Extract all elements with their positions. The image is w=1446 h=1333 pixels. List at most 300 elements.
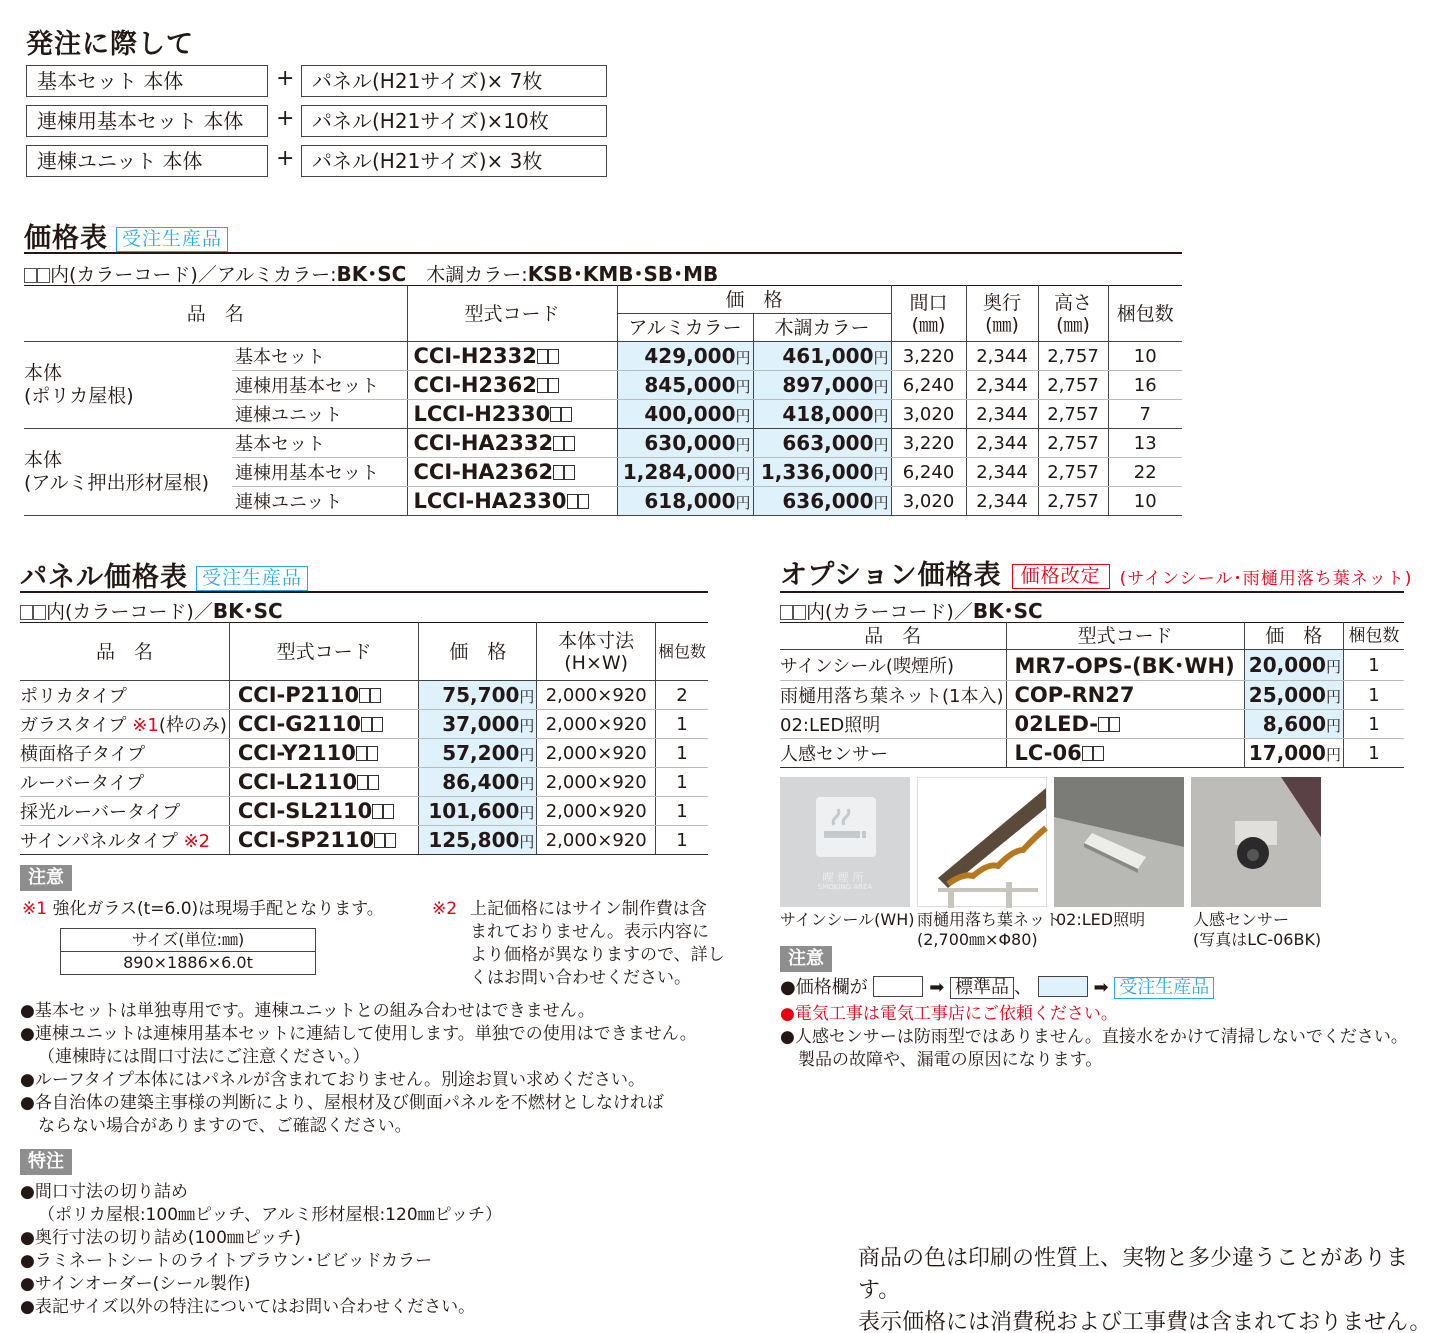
price-item-code: [407, 400, 617, 429]
price-d: 2,344: [966, 429, 1038, 458]
panel-table: [20, 622, 708, 855]
order-title: 発注に際して: [26, 29, 194, 60]
plus-icon: +: [276, 66, 295, 91]
panel-item-code: [229, 797, 418, 826]
price-wood: [753, 429, 891, 458]
panel-size: 2,000×920: [537, 826, 656, 855]
price-value: 75,700: [442, 683, 520, 707]
option-title: [780, 553, 1412, 592]
panel-price: [419, 739, 537, 768]
yen: 円: [1325, 717, 1341, 735]
alu-value: 618,000: [644, 489, 736, 513]
yen: 円: [735, 349, 751, 367]
order-panel-box: パネル(H21サイズ)× 3枚: [301, 145, 607, 177]
price-w: 6,240: [891, 458, 966, 487]
group-name2: (アルミ押出形材屋根): [24, 472, 210, 494]
yen: 円: [735, 494, 751, 512]
panel-size: 2,000×920: [537, 768, 656, 797]
panel-item-name: [20, 826, 229, 855]
price-d: 2,344: [966, 458, 1038, 487]
price-colorcode: [24, 258, 718, 287]
colorcode-alu: BK･SC: [336, 262, 407, 286]
wood-value: 663,000: [782, 431, 874, 455]
legend-comma: 、: [1014, 977, 1033, 998]
opt-note-b1: ●人感センサーは防雨型ではありません。直接水をかけて清掃しないでください。: [780, 1027, 1408, 1047]
n1-mark: ※1: [22, 899, 48, 919]
h-unit: (㎜): [911, 313, 946, 336]
order-body-box: 連棟用基本セット 本体: [26, 105, 268, 137]
price-p: 10: [1108, 487, 1182, 516]
yen: 円: [1325, 688, 1341, 706]
cap-sensor-1: 人感センサー: [1193, 910, 1290, 929]
panel-pack: 1: [655, 768, 708, 797]
price-wood: [753, 371, 891, 400]
opt-price: [1244, 681, 1343, 710]
price-h-name: 品 名: [24, 286, 407, 342]
group-name2: (ポリカ屋根): [24, 385, 134, 407]
cap-led: 02:LED照明: [1056, 910, 1146, 929]
price-h: 2,757: [1038, 487, 1108, 516]
special-item: ●表記サイズ以外の特注についてはお問い合わせください。: [20, 1297, 476, 1317]
h-unit: (㎜): [1056, 313, 1090, 336]
price-col-legend: [780, 975, 1214, 1001]
panel-price: [419, 681, 537, 710]
h-size2: (H×W): [564, 651, 629, 674]
price-group: [24, 429, 232, 516]
panel-pack: 1: [655, 739, 708, 768]
price-item-name: 連棟用基本セット: [232, 371, 407, 400]
price-value: 20,000: [1248, 653, 1326, 677]
code-text: MR7-OPS-(BK･WH): [1014, 654, 1235, 678]
price-alu: [617, 342, 753, 371]
colorcode-wood-label: 木調カラー:: [426, 264, 528, 286]
n2-line: まれておりません。表示内容に: [470, 922, 710, 942]
opt-item-code: [1006, 710, 1244, 739]
note2: [432, 898, 725, 988]
panel-title-text: パネル価格表: [20, 562, 188, 593]
yen: 円: [1325, 746, 1341, 764]
cap-gutter-1: 雨樋用落ち葉ネット: [917, 910, 1062, 929]
special-item: （ポリカ屋根:100㎜ピッチ、アルミ形材屋根:120㎜ピッチ）: [38, 1205, 502, 1225]
price-d: 2,344: [966, 342, 1038, 371]
panel-note-mark: ※1: [132, 715, 159, 736]
price-value: 8,600: [1262, 712, 1326, 736]
panel-size: 2,000×920: [537, 797, 656, 826]
alu-value: 845,000: [644, 373, 736, 397]
panel-item-name: [20, 681, 229, 710]
colorcode-wood: KSB･KMB･SB･MB: [527, 262, 719, 286]
table-row: [20, 739, 708, 768]
alu-value: 1,284,000: [622, 460, 736, 484]
opt-item-name: 02:LED照明: [780, 710, 1006, 739]
code-text: CCI-SP2110: [237, 828, 375, 852]
price-alu: [617, 429, 753, 458]
footer: [858, 1243, 1446, 1333]
panel-size: 2,000×920: [537, 681, 656, 710]
yen: 円: [735, 378, 751, 396]
panel-pack: 1: [655, 710, 708, 739]
panel-price: [419, 768, 537, 797]
panel-size: 2,000×920: [537, 739, 656, 768]
option-title-text: オプション価格表: [780, 560, 1002, 591]
price-p: 13: [1108, 429, 1182, 458]
price-p: 16: [1108, 371, 1182, 400]
price-d: 2,344: [966, 487, 1038, 516]
notes-head-label: 注意: [20, 865, 72, 891]
price-p: 7: [1108, 400, 1182, 429]
h-width: 間口: [909, 291, 948, 314]
cap-gutter: [917, 910, 1061, 950]
yen: 円: [519, 775, 535, 793]
opt-item-name: 雨樋用落ち葉ネット(1本入): [780, 681, 1006, 710]
arrow-icon: ➡: [929, 977, 945, 998]
notes-bullet: ●基本セットは単独専用です。連棟ユニットとの組み合わせはできません。: [20, 1001, 595, 1021]
price-item-name: 連棟用基本セット: [232, 458, 407, 487]
code-text: CCI-H2362: [413, 373, 537, 397]
panel-size: 2,000×920: [537, 710, 656, 739]
cap-sensor: [1193, 910, 1321, 950]
panel-cc-prefix: 内(カラーコード)／: [46, 601, 213, 623]
price-alu: [617, 487, 753, 516]
panel-h-pack: 梱包数: [655, 623, 708, 681]
opt-note-b2: 製品の故障や、漏電の原因になります。: [798, 1050, 1103, 1070]
wood-value: 897,000: [782, 373, 874, 397]
price-item-name: 連棟ユニット: [232, 400, 407, 429]
code-text: CCI-G2110: [237, 712, 361, 736]
wood-value: 1,336,000: [760, 460, 874, 484]
alu-value: 630,000: [644, 431, 736, 455]
order-made-tag: 受注生産品: [116, 227, 228, 252]
special-item: ●ラミネートシートのライトブラウン･ビビッドカラー: [20, 1251, 433, 1271]
option-colorcode: [780, 595, 1043, 624]
panel-pack: 2: [655, 681, 708, 710]
yen: 円: [873, 465, 889, 483]
size-val: 890×1886×6.0t: [123, 953, 253, 972]
panel-tag: 受注生産品: [196, 566, 308, 591]
panel-name-text: 横面格子タイプ: [20, 744, 146, 765]
panel-pack: 1: [655, 826, 708, 855]
price-h-height: [1038, 286, 1108, 342]
notes-bullet: ならない場合がありますので、ご確認ください。: [38, 1116, 412, 1136]
notes-bullet: ●連棟ユニットは連棟用基本セットに連結して使用します。単独での使用はできません。: [20, 1024, 697, 1044]
arrow-icon: ➡: [1093, 977, 1109, 998]
panel-h-size: [537, 623, 656, 681]
panel-colorcode: [20, 595, 283, 624]
panel-title: [20, 555, 308, 594]
opt-pack: 1: [1344, 650, 1405, 681]
opt-note-red: ●電気工事は電気工事店にご依頼ください。: [780, 1004, 1118, 1024]
panel-name-text: ガラスタイプ: [20, 715, 127, 736]
yen: 円: [873, 436, 889, 454]
price-revised-note: (サインシール･雨樋用落ち葉ネット): [1119, 569, 1413, 589]
price-value: 57,200: [442, 741, 520, 765]
opt-notes-head-label: 注意: [780, 946, 832, 972]
opt-item-code: [1006, 681, 1244, 710]
price-revised-tag: 価格改定: [1012, 564, 1110, 589]
panel-item-name: [20, 768, 229, 797]
order-body-box: 連棟ユニット 本体: [26, 145, 268, 177]
price-item-name: 基本セット: [232, 429, 407, 458]
price-item-code: [407, 429, 617, 458]
code-text: LCCI-HA2330: [413, 489, 567, 513]
price-h-width: [891, 286, 966, 342]
cap-sensor-2: (写真はLC-06BK): [1193, 930, 1322, 949]
plus-icon: +: [276, 106, 295, 131]
note1: [22, 898, 384, 921]
opt-item-code: [1006, 739, 1244, 768]
panel-note2: (枠のみ): [158, 715, 227, 736]
yen: 円: [519, 688, 535, 706]
yen: 円: [519, 746, 535, 764]
yen: 円: [735, 407, 751, 425]
price-item-code: [407, 487, 617, 516]
price-title: [24, 216, 228, 255]
table-row: [24, 342, 1182, 371]
price-wood: [753, 342, 891, 371]
plus-icon: +: [276, 146, 295, 171]
panel-price: [419, 826, 537, 855]
special-item: ●サインオーダー(シール製作): [20, 1274, 251, 1294]
opt-h-pack: 梱包数: [1344, 623, 1405, 650]
opt-notes-head: [780, 946, 832, 972]
price-value: 86,400: [442, 770, 520, 794]
special-head: [20, 1149, 72, 1175]
opt-item-name: 人感センサー: [780, 739, 1006, 768]
price-item-name: 連棟ユニット: [232, 487, 407, 516]
legend-prefix: ●価格欄が: [780, 977, 868, 998]
price-h-price: 価 格: [617, 286, 891, 314]
panel-item-name: [20, 739, 229, 768]
panel-price: [419, 710, 537, 739]
price-h-code: 型式コード: [407, 286, 617, 342]
code-text: CCI-HA2332: [413, 431, 554, 455]
opt-cc-prefix: 内(カラーコード)／: [806, 601, 973, 623]
opt-item-name: サインシール(喫煙所): [780, 650, 1006, 681]
panel-name-text: サインパネルタイプ: [20, 831, 178, 852]
price-item-code: [407, 342, 617, 371]
notes-bullets: [20, 1000, 720, 1138]
panel-item-code: [229, 710, 418, 739]
special-item: ●奥行寸法の切り詰め(100㎜ピッチ): [20, 1228, 301, 1248]
price-w: 3,220: [891, 429, 966, 458]
price-value: 37,000: [442, 712, 520, 736]
price-value: 25,000: [1248, 683, 1326, 707]
price-wood: [753, 400, 891, 429]
opt-price: [1244, 739, 1343, 768]
alu-value: 429,000: [644, 344, 736, 368]
opt-h-price: 価 格: [1244, 623, 1343, 650]
yen: 円: [873, 378, 889, 396]
code-text: CCI-HA2362: [413, 460, 554, 484]
code-text: CCI-Y2110: [237, 741, 356, 765]
n2-line: くはお問い合わせください。: [470, 968, 691, 988]
panel-price: [419, 797, 537, 826]
opt-price: [1244, 650, 1343, 681]
price-w: 3,020: [891, 400, 966, 429]
panel-item-code: [229, 681, 418, 710]
opt-pack: 1: [1344, 739, 1405, 768]
price-d: 2,344: [966, 400, 1038, 429]
photo-gutter-net: [917, 777, 1047, 907]
opt-h-code: 型式コード: [1006, 623, 1244, 650]
panel-item-code: [229, 768, 418, 797]
panel-name-text: ルーバータイプ: [20, 773, 145, 794]
table-row: [780, 650, 1404, 681]
price-h: 2,757: [1038, 371, 1108, 400]
option-table: [780, 622, 1404, 768]
yen: 円: [519, 833, 535, 851]
price-alu: [617, 400, 753, 429]
panel-pack: 1: [655, 797, 708, 826]
glass-size-box: [60, 928, 316, 975]
price-w: 3,220: [891, 342, 966, 371]
price-h-pack: 梱包数: [1108, 286, 1182, 342]
order-panel-box: パネル(H21サイズ)×10枚: [301, 105, 607, 137]
price-h-alu: アルミカラー: [617, 314, 753, 342]
panel-item-code: [229, 739, 418, 768]
panel-item-code: [229, 826, 418, 855]
yen: 円: [735, 436, 751, 454]
yen: 円: [873, 494, 889, 512]
h-depth: 奥行: [982, 291, 1021, 314]
price-item-name: 基本セット: [232, 342, 407, 371]
special-head-label: 特注: [20, 1149, 72, 1175]
table-row: [20, 710, 708, 739]
price-h: 2,757: [1038, 458, 1108, 487]
code-text: COP-RN27: [1014, 683, 1135, 707]
cap-sign: サインシール(WH): [780, 910, 915, 929]
price-table: [24, 285, 1182, 516]
n1-text: 強化ガラス(t=6.0)は現場手配となります。: [52, 899, 384, 919]
photo-sensor: [1191, 777, 1321, 907]
opt-pack: 1: [1344, 681, 1405, 710]
notes-head: [20, 865, 72, 891]
price-p: 10: [1108, 342, 1182, 371]
price-value: 101,600: [428, 799, 520, 823]
panel-name-text: ポリカタイプ: [20, 686, 127, 707]
order-panel-box: パネル(H21サイズ)× 7枚: [301, 65, 607, 97]
panel-item-name: [20, 710, 229, 739]
wood-value: 636,000: [782, 489, 874, 513]
yen: 円: [735, 465, 751, 483]
panel-h-price: 価 格: [419, 623, 537, 681]
price-wood: [753, 458, 891, 487]
opt-item-code: [1006, 650, 1244, 681]
footer-l1: 商品の色は印刷の性質上、実物と多少違うことがあります。: [858, 1246, 1409, 1303]
opt-pack: 1: [1344, 710, 1405, 739]
panel-name-text: 採光ルーバータイプ: [20, 802, 181, 823]
yen: 円: [519, 717, 535, 735]
wood-value: 461,000: [782, 344, 874, 368]
yen: 円: [1325, 658, 1341, 676]
legend-standard: 標準品: [950, 977, 1014, 999]
group-name1: 本体: [24, 362, 63, 384]
order-body-box: 基本セット 本体: [26, 65, 268, 97]
sign-sub: SMOKING AREA: [817, 883, 873, 891]
wood-value: 418,000: [782, 402, 874, 426]
alu-value: 400,000: [644, 402, 736, 426]
notes-bullet: ●ルーフタイプ本体にはパネルが含まれておりません。別途お買い求めください。: [20, 1070, 645, 1090]
footer-l2: 表示価格には消費税および工事費は含まれておりません。: [858, 1310, 1432, 1333]
group-name1: 本体: [24, 449, 63, 471]
n2-line: 上記価格にはサイン制作費は含: [470, 899, 707, 919]
size-head: サイズ(単位:㎜): [61, 929, 315, 952]
n2-mark: ※2: [432, 899, 458, 919]
price-p: 22: [1108, 458, 1182, 487]
photo-sign-seal: [780, 777, 910, 907]
code-text: LC-06: [1014, 741, 1082, 765]
panel-note-mark: ※2: [183, 831, 211, 852]
legend-order: 受注生産品: [1114, 977, 1214, 999]
panel-h-name: 品 名: [20, 623, 229, 681]
code-text: CCI-P2110: [237, 683, 360, 707]
notes-bullet: （連棟時には間口寸法にご注意ください。）: [38, 1047, 370, 1067]
price-h: 2,757: [1038, 400, 1108, 429]
price-group: [24, 342, 232, 429]
table-row: [20, 768, 708, 797]
opt-price: [1244, 710, 1343, 739]
table-row: [20, 797, 708, 826]
table-row: [20, 681, 708, 710]
code-text: CCI-SL2110: [237, 799, 373, 823]
yen: 円: [873, 407, 889, 425]
price-item-code: [407, 371, 617, 400]
price-h-depth: [966, 286, 1038, 342]
price-alu: [617, 458, 753, 487]
table-row: [780, 681, 1404, 710]
h-unit: (㎜): [985, 313, 1019, 336]
price-w: 6,240: [891, 371, 966, 400]
code-text: CCI-H2332: [413, 344, 537, 368]
special-items: [20, 1181, 720, 1319]
price-alu: [617, 371, 753, 400]
code-text: CCI-L2110: [237, 770, 358, 794]
colorcode-prefix: 内(カラーコード)／アルミカラー:: [50, 264, 337, 286]
code-text: 02LED-: [1014, 712, 1098, 736]
table-row: [24, 429, 1182, 458]
price-d: 2,344: [966, 371, 1038, 400]
panel-cc: BK･SC: [212, 599, 283, 623]
table-row: [780, 739, 1404, 768]
price-title-text: 価格表: [24, 223, 108, 254]
opt-cc: BK･SC: [972, 599, 1043, 623]
h-size1: 本体寸法: [558, 629, 635, 652]
yen: 円: [519, 804, 535, 822]
sign-text: 喫煙所: [822, 871, 868, 884]
price-h-wood: 木調カラー: [753, 314, 891, 342]
code-text: LCCI-H2330: [413, 402, 551, 426]
price-value: 125,800: [428, 828, 520, 852]
special-item: ●間口寸法の切り詰め: [20, 1182, 188, 1202]
price-wood: [753, 487, 891, 516]
cap-gutter-2: (2,700㎜×Φ80): [917, 930, 1038, 949]
price-value: 17,000: [1248, 741, 1326, 765]
opt-h-name: 品 名: [780, 623, 1006, 650]
price-item-code: [407, 458, 617, 487]
panel-h-code: 型式コード: [229, 623, 418, 681]
photo-led: [1054, 777, 1184, 907]
n2-line: より価格が異なりますので、詳し: [470, 945, 725, 965]
yen: 円: [873, 349, 889, 367]
table-row: [780, 710, 1404, 739]
h-height: 高さ: [1053, 291, 1092, 314]
notes-bullet: ●各自治体の建築主事様の判断により、屋根材及び側面パネルを不燃材としなければ: [20, 1093, 664, 1113]
table-row: [20, 826, 708, 855]
price-h: 2,757: [1038, 429, 1108, 458]
price-h: 2,757: [1038, 342, 1108, 371]
panel-item-name: [20, 797, 229, 826]
price-w: 3,020: [891, 487, 966, 516]
